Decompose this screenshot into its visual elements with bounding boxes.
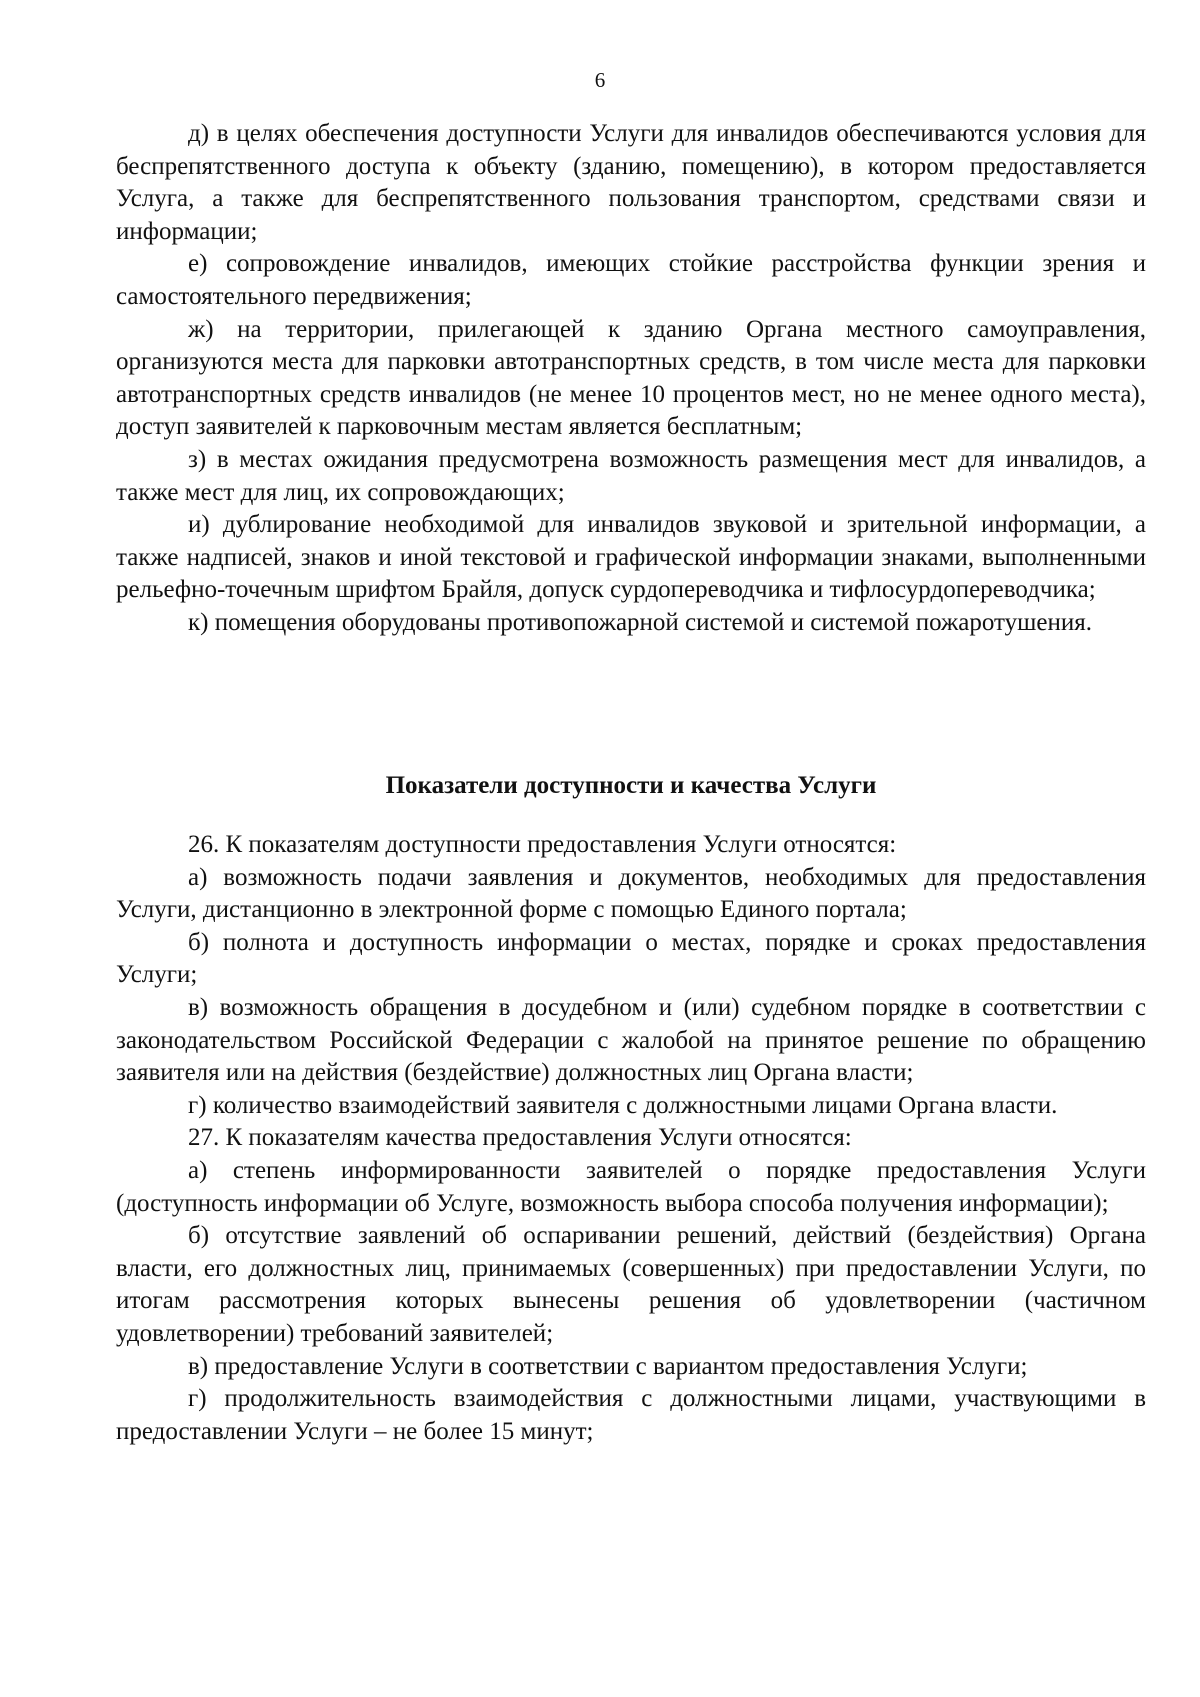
clause-26-v: в) возможность обращения в досудебном и (или) судебном порядке в соответствии с законодательством Российской Федерации с жалобой на принятое решение по обращению заявителя или на действия (бездействие) должностных лиц Органа власти; (116, 993, 1146, 1087)
clause-26: 26. К показателям доступности предоставления Услуги относятся: (188, 831, 897, 858)
item-zh: ж) на территории, прилегающей к зданию Органа местного самоуправления, организуются места для парковки автотранспортных средств, в том числе места для парковки автотранспортных средств инвалидов (не менее 10 процентов мест, но не менее одного места), доступ заявителей к парковочным местам является бесплатным; (116, 315, 1146, 441)
accessibility-conditions-list (116, 118, 1146, 640)
clause-27-g: г) продолжительность взаимодействия с должностными лицами, участвующими в предоставлении Услуги – не более 15 минут; (116, 1385, 1146, 1445)
clause-27: 27. К показателям качества предоставления Услуги относятся: (188, 1124, 852, 1152)
page-number: 6 (594, 68, 606, 92)
clause-26-a: а) возможность подачи заявления и документов, необходимых для предоставления Услуги, дистанционно в электронной форме с помощью Единого портала; (116, 863, 1146, 924)
item-k: к) помещения оборудованы противопожарной системой и системой пожаротушения. (188, 608, 1093, 636)
clause-27-a: а) степень информированности заявителей о порядке предоставления Услуги (доступность информации об Услуге, возможность выбора способа получения информации); (116, 1156, 1146, 1217)
indicators-list (116, 829, 1146, 1448)
clause-26-b: б) полнота и доступность информации о местах, порядке и сроках предоставления Услуги; (116, 928, 1146, 989)
item-d: д) в целях обеспечения доступности Услуги для инвалидов обеспечиваются условия для беспрепятственного доступа к объекту (зданию, помещению), в котором предоставляется Услуга, а также для беспрепятственного пользования транспортом, средствами связи и информации; (116, 120, 1146, 245)
clause-26-g: г) количество взаимодействий заявителя с должностными лицами Органа власти. (188, 1091, 1058, 1119)
clause-27-b: б) отсутствие заявлений об оспаривании решений, действий (бездействия) Органа власти, его должностных лиц, принимаемых (совершенных) при предоставлении Услуги, по итогам рассмотрения которых вынесены решения об удовлетворении (частичном удовлетворении) требований заявителей; (116, 1222, 1146, 1347)
item-z: з) в местах ожидания предусмотрена возможность размещения мест для инвалидов, а также мест для лиц, их сопровождающих; (116, 445, 1146, 506)
item-i: и) дублирование необходимой для инвалидов звуковой и зрительной информации, а также надписей, знаков и иной текстовой и графической информации знаками, выполненными рельефно-точечным шрифтом Брайля, допуск сурдопереводчика и тифлосурдопереводчика; (116, 511, 1146, 604)
item-e: е) сопровождение инвалидов, имеющих стойкие расстройства функции зрения и самостоятельного передвижения; (116, 250, 1146, 310)
section-heading: Показатели доступности и качества Услуги (385, 772, 877, 799)
clause-27-v: в) предоставление Услуги в соответствии с вариантом предоставления Услуги; (188, 1352, 1028, 1380)
